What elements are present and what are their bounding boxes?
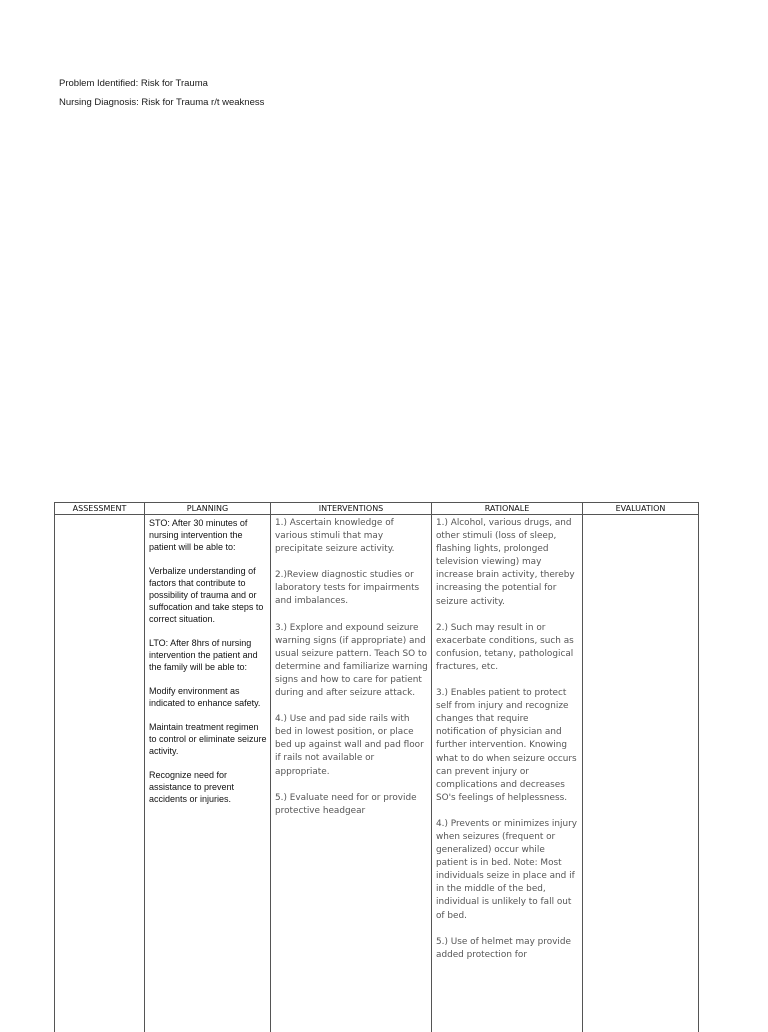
planning-item: Recognize need for assistance to prevent accidents or injuries. <box>149 769 267 805</box>
rationale-cell <box>432 515 583 1032</box>
rationale-item: 3.) Enables patient to protect self from injury and recognize changes that require notification of physician and further intervention. Knowing what to do when seizure occurs can prevent injury or complications and decreases SO's feelings of helplessness. <box>436 687 579 805</box>
rationale-item: 4.) Prevents or minimizes injury when seizures (frequent or generalized) occur while patient is in bed. Note: Most individuals seize in place and if in the middle of the bed, individual is unlikely to fall out of bed. <box>436 818 579 923</box>
problem-identified: Problem Identified: Risk for Trauma <box>59 78 208 89</box>
rationale-item: 2.) Such may result in or exacerbate conditions, such as confusion, tetany, pathological fractures, etc. <box>436 622 579 674</box>
table-header-row <box>55 503 699 515</box>
column-header-interventions: INTERVENTIONS <box>271 503 432 515</box>
evaluation-cell <box>583 515 699 1032</box>
care-plan-table <box>54 502 699 1032</box>
planning-item: LTO: After 8hrs of nursing intervention the patient and the family will be able to: <box>149 637 267 673</box>
interventions-cell <box>271 515 432 1032</box>
intervention-item: 5.) Evaluate need for or provide protective headgear <box>275 792 428 818</box>
intervention-item: 2.)Review diagnostic studies or laboratory tests for impairments and imbalances. <box>275 569 428 608</box>
planning-item: STO: After 30 minutes of nursing intervention the patient will be able to: <box>149 517 267 553</box>
column-header-planning: PLANNING <box>145 503 271 515</box>
column-header-evaluation: EVALUATION <box>583 503 699 515</box>
assessment-cell <box>55 515 145 1032</box>
rationale-item: 5.) Use of helmet may provide added protection for <box>436 936 579 962</box>
nursing-diagnosis: Nursing Diagnosis: Risk for Trauma r/t weakness <box>59 97 264 108</box>
planning-item: Maintain treatment regimen to control or eliminate seizure activity. <box>149 721 267 757</box>
intervention-item: 3.) Explore and expound seizure warning signs (if appropriate) and usual seizure pattern. Teach SO to determine and familiarize warning signs and how to care for patient during and after seizure attack. <box>275 622 428 701</box>
rationale-item: 1.) Alcohol, various drugs, and other stimuli (loss of sleep, flashing lights, prolonged television viewing) may increase brain activity, thereby increasing the potential for seizure activity. <box>436 517 579 609</box>
table-row <box>55 515 699 1032</box>
column-header-rationale: RATIONALE <box>432 503 583 515</box>
intervention-item: 4.) Use and pad side rails with bed in lowest position, or place bed up against wall and pad floor if rails not available or appropriate. <box>275 713 428 778</box>
column-header-assessment: ASSESSMENT <box>55 503 145 515</box>
planning-item: Verbalize understanding of factors that contribute to possibility of trauma and or suffocation and take steps to correct situation. <box>149 565 267 625</box>
planning-cell <box>145 515 271 1032</box>
planning-item: Modify environment as indicated to enhance safety. <box>149 685 267 709</box>
intervention-item: 1.) Ascertain knowledge of various stimuli that may precipitate seizure activity. <box>275 517 428 556</box>
